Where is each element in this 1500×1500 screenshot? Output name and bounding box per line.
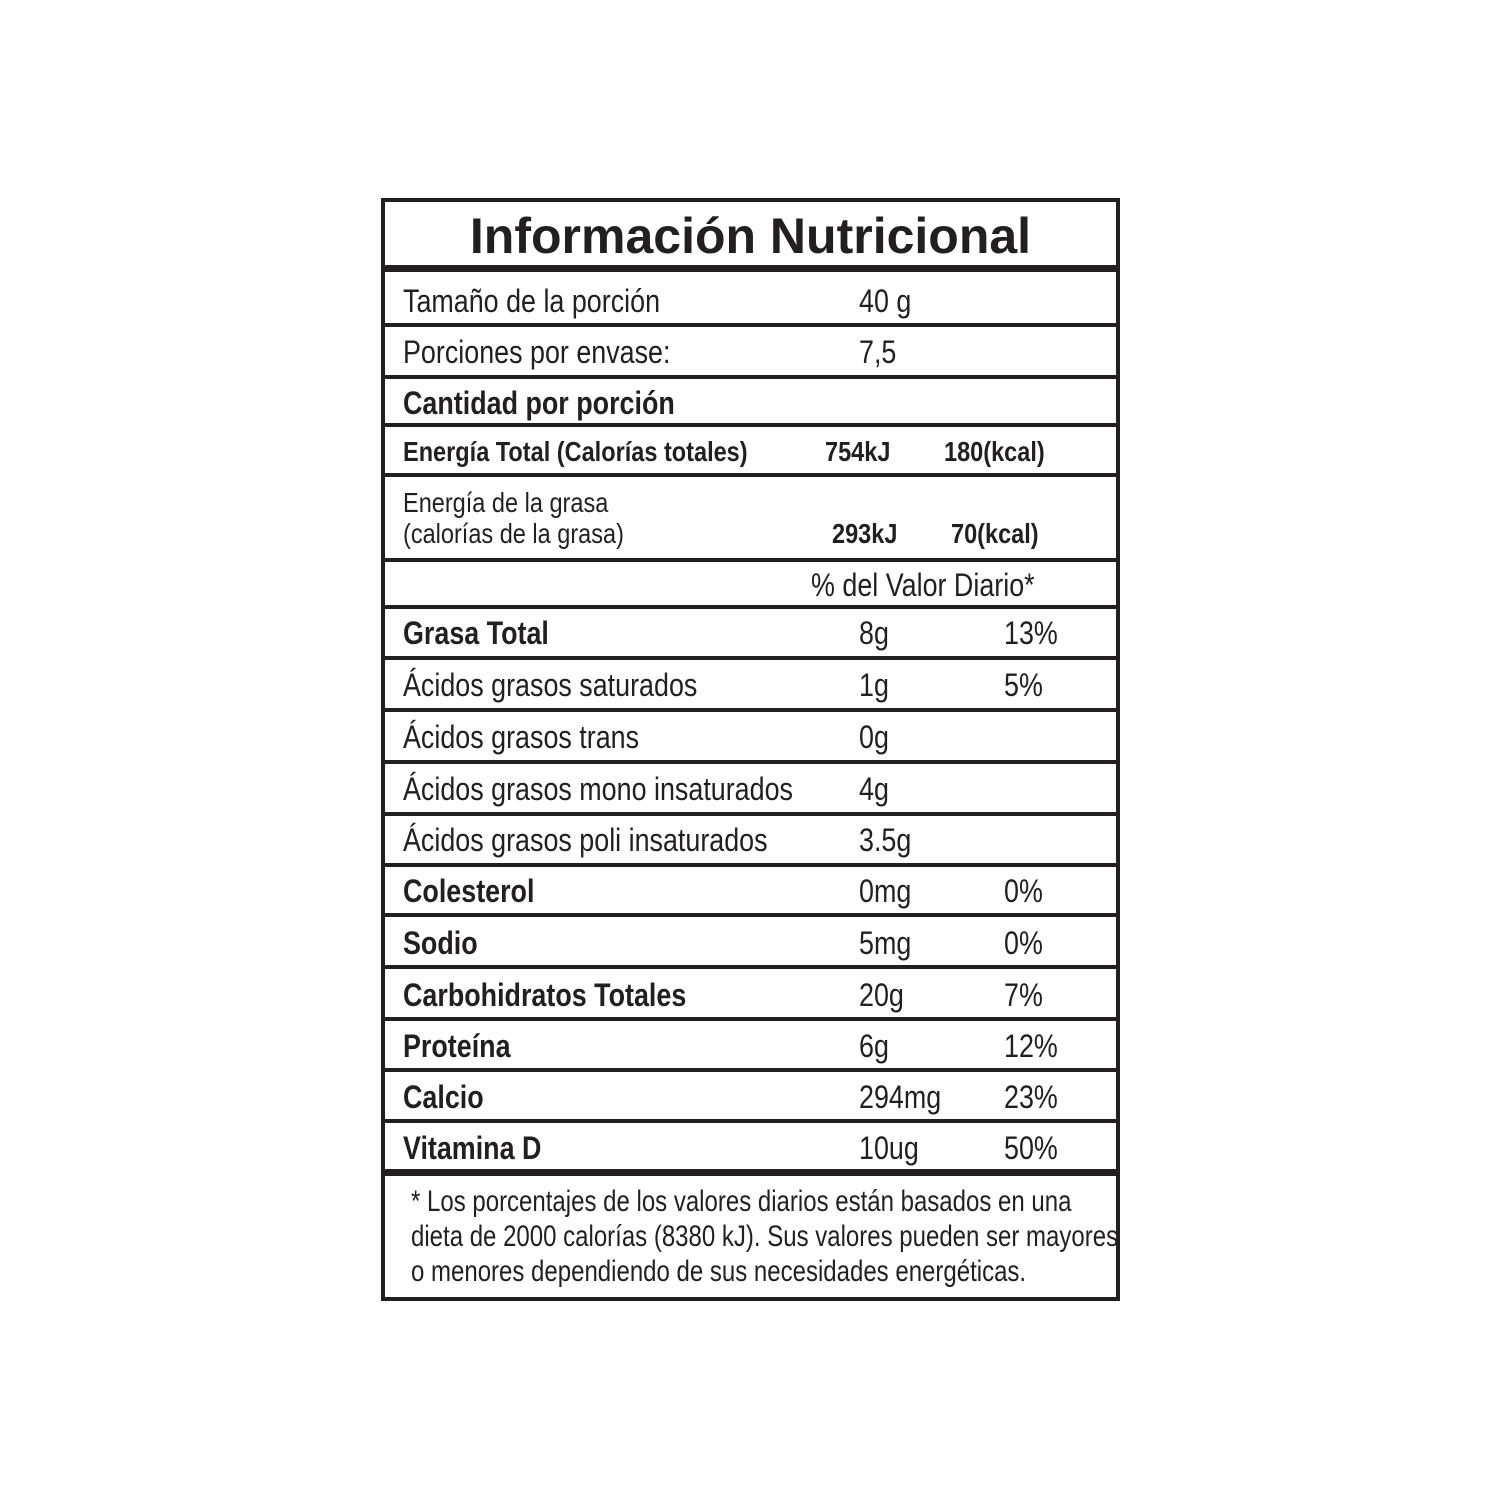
nutrient-name: Vitamina D: [403, 1130, 542, 1166]
serving-size-row: [385, 279, 1116, 327]
nutrient-amount: 1g: [859, 667, 889, 703]
energy-kj: 754kJ: [825, 436, 891, 467]
serving-size-label: Tamaño de la porción: [403, 283, 661, 319]
fat-energy-label-line1: Energía de la grasa: [403, 487, 609, 518]
footnote-line-1: * Los porcentajes de los valores diarios están basados en una: [411, 1185, 1072, 1218]
fat-energy-kj: 293kJ: [832, 518, 898, 549]
nutrient-row: [385, 1123, 1116, 1176]
nutrient-name: Proteína: [403, 1028, 511, 1064]
energy-label: Energía Total (Calorías totales): [403, 436, 748, 467]
nutrient-name: Ácidos grasos saturados: [403, 667, 698, 703]
daily-value-header: % del Valor Diario*: [811, 567, 1035, 603]
footnote-line-2: dieta de 2000 calorías (8380 kJ). Sus valores pueden ser mayores: [411, 1220, 1119, 1253]
amount-per-serving-row: [385, 379, 1116, 427]
nutrient-amount: 3.5g: [859, 822, 912, 858]
nutrient-name: Grasa Total: [403, 615, 549, 651]
nutrient-daily-value: 50%: [1004, 1130, 1058, 1166]
nutrient-name: Ácidos grasos poli insaturados: [403, 822, 768, 858]
nutrient-amount: 0mg: [859, 873, 912, 909]
nutrient-row: [385, 764, 1116, 816]
nutrient-name: Sodio: [403, 925, 478, 961]
nutrition-facts-label: [381, 198, 1120, 1301]
footnote-line-3: o menores dependiendo de sus necesidades energéticas.: [411, 1255, 1027, 1288]
footnote: [411, 1184, 1119, 1289]
nutrient-daily-value: 0%: [1004, 873, 1043, 909]
nutrient-daily-value: 5%: [1004, 667, 1043, 703]
nutrient-row: [385, 660, 1116, 712]
nutrient-amount: 8g: [859, 615, 889, 651]
fat-energy-label-line2: (calorías de la grasa): [403, 518, 624, 549]
nutrient-name: Ácidos grasos trans: [403, 719, 640, 755]
daily-value-header-row: [385, 562, 1116, 609]
nutrient-amount: 6g: [859, 1028, 889, 1064]
nutrient-daily-value: 0%: [1004, 925, 1043, 961]
servings-per-pack-value: 7,5: [859, 334, 897, 370]
nutrient-name: Ácidos grasos mono insaturados: [403, 771, 793, 807]
nutrient-row: [385, 712, 1116, 764]
nutrient-amount: 4g: [859, 771, 889, 807]
energy-kcal: 180(kcal): [944, 436, 1045, 467]
nutrient-row: [385, 1072, 1116, 1123]
energy-row: [385, 427, 1116, 477]
fat-energy-row: [385, 477, 1116, 562]
nutrient-amount: 5mg: [859, 925, 912, 961]
nutrient-name: Colesterol: [403, 873, 535, 909]
nutrient-amount: 0g: [859, 719, 889, 755]
nutrient-row: [385, 917, 1116, 969]
nutrient-row: [385, 1021, 1116, 1072]
nutrient-daily-value: 12%: [1004, 1028, 1058, 1064]
nutrient-row: [385, 969, 1116, 1021]
nutrient-amount: 294mg: [859, 1079, 942, 1115]
nutrient-amount: 10ug: [859, 1130, 919, 1166]
nutrient-daily-value: 13%: [1004, 615, 1058, 651]
nutrient-amount: 20g: [859, 977, 904, 1013]
nutrient-row: [385, 816, 1116, 867]
fat-energy-kcal: 70(kcal): [951, 518, 1039, 549]
serving-size-value: 40 g: [859, 283, 912, 319]
nutrient-name: Calcio: [403, 1079, 484, 1115]
nutrient-row: [385, 867, 1116, 917]
label-title: Información Nutricional: [469, 208, 1032, 264]
amount-per-serving-label: Cantidad por porción: [403, 385, 675, 421]
nutrient-daily-value: 23%: [1004, 1079, 1058, 1115]
nutrient-daily-value: 7%: [1004, 977, 1043, 1013]
servings-per-pack-row: [385, 327, 1116, 379]
nutrient-name: Carbohidratos Totales: [403, 977, 687, 1013]
label-title-row: [385, 202, 1116, 272]
servings-per-pack-label: Porciones por envase:: [403, 334, 671, 370]
nutrient-row: [385, 609, 1116, 660]
